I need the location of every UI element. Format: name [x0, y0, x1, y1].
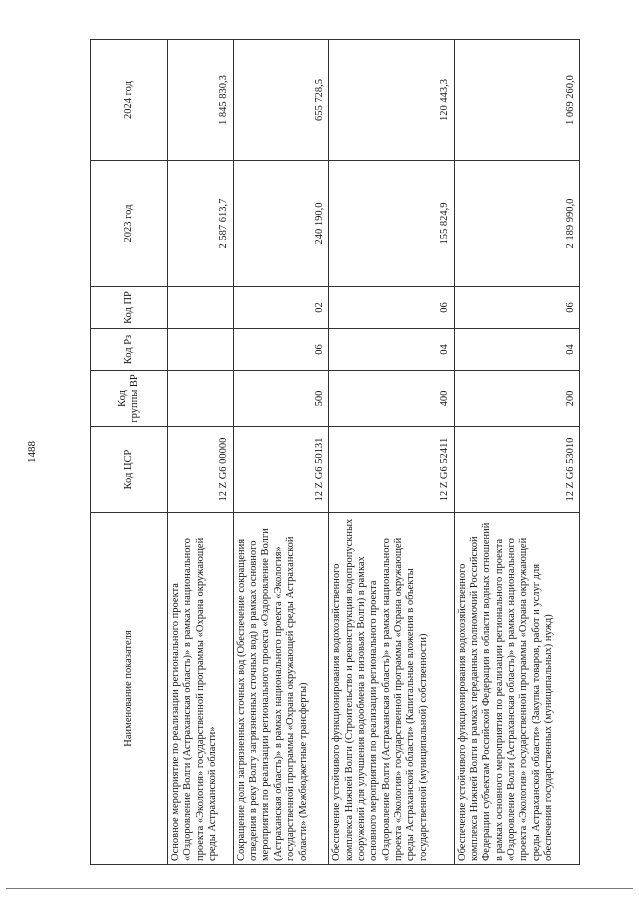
- cell-csr: 12 Z G6 00000: [168, 427, 234, 513]
- header-pr: Код ПР: [91, 287, 168, 329]
- header-2024: 2024 год: [91, 40, 168, 161]
- header-rz: Код Рз: [91, 329, 168, 371]
- cell-vr: 500: [233, 371, 329, 427]
- cell-pr: [168, 287, 234, 329]
- cell-csr: 12 Z G6 50131: [233, 427, 329, 513]
- cell-name: Обеспечение устойчивого функционирования водохозяйственного комплекса Нижней Волги в рамках переданных полномочий Российской Федерации субъектам Российской Федерации в области водных отношений в рамках основного мероприятия по реализации регионального проекта «Оздоровление Волги (Астраханская область)» в рамках национального проекта «Экология» государственной программы «Охрана окружающей среды Астраханской области» (Закупка товаров, работ и услуг для обеспечения государственных (муниципальных) нужд): [454, 513, 579, 865]
- cell-vr: 200: [454, 371, 579, 427]
- table-row: [329, 40, 454, 865]
- cell-2023: 240 190,0: [233, 161, 329, 287]
- table-row: [233, 40, 329, 865]
- cell-2023: 2 587 613,7: [168, 161, 234, 287]
- cell-rz: 04: [454, 329, 579, 371]
- cell-vr: [168, 371, 234, 427]
- cell-name: Основное мероприятие по реализации регионального проекта «Оздоровление Волги (Астраханская область)» в рамках национального проекта «Экология» государственной программы «Охрана окружающей среды Астраханской области»: [168, 513, 234, 865]
- table-header-row: [91, 40, 168, 865]
- cell-csr: 12 Z G6 52411: [329, 427, 454, 513]
- header-csr: Код ЦСР: [91, 427, 168, 513]
- cell-2023: 155 824,9: [329, 161, 454, 287]
- rotated-table-region: [90, 40, 580, 865]
- cell-vr: 400: [329, 371, 454, 427]
- cell-pr: 02: [233, 287, 329, 329]
- cell-2024: 1 069 260,0: [454, 40, 579, 161]
- cell-pr: 06: [454, 287, 579, 329]
- header-vr: Код группы ВР: [91, 371, 168, 427]
- table-row: [168, 40, 234, 865]
- cell-rz: 04: [329, 329, 454, 371]
- budget-table: [90, 39, 580, 865]
- cell-pr: 06: [329, 287, 454, 329]
- page-number: 1488: [26, 441, 38, 463]
- cell-2024: 120 443,3: [329, 40, 454, 161]
- bottom-rule: [6, 888, 633, 889]
- cell-name: Обеспечение устойчивого функционирования водохозяйственного комплекса Нижней Волги (Строительство и реконструкция водопропускных сооружений для улучшения водообмена в низовьях Волги) в рамках основного мероприятия по реализации регионального проекта «Оздоровление Волги (Астраханская область)» в рамках национального проекта «Экология» государственной программы «Охрана окружающей среды Астраханской области» (Капитальные вложения в объекты государственной (муниципальной) собственности): [329, 513, 454, 865]
- cell-csr: 12 Z G6 53010: [454, 427, 579, 513]
- cell-name: Сокращение доли загрязненных сточных вод (Обеспечение сокращения отведения в реку Волгу загрязненных сточных вод) в рамках основного мероприятия по реализации регионального проекта «Оздоровление Волги (Астраханская область)» в рамках национального проекта «Экология» государственной программы «Охрана окружающей среды Астраханской области» (Межбюджетные трансферты): [233, 513, 329, 865]
- header-2023: 2023 год: [91, 161, 168, 287]
- header-name: Наименование показателя: [91, 513, 168, 865]
- table-row: [454, 40, 579, 865]
- cell-rz: [168, 329, 234, 371]
- rotated-table-container: [90, 40, 580, 865]
- cell-rz: 06: [233, 329, 329, 371]
- cell-2024: 1 845 830,3: [168, 40, 234, 161]
- cell-2024: 655 728,5: [233, 40, 329, 161]
- cell-2023: 2 189 990,0: [454, 161, 579, 287]
